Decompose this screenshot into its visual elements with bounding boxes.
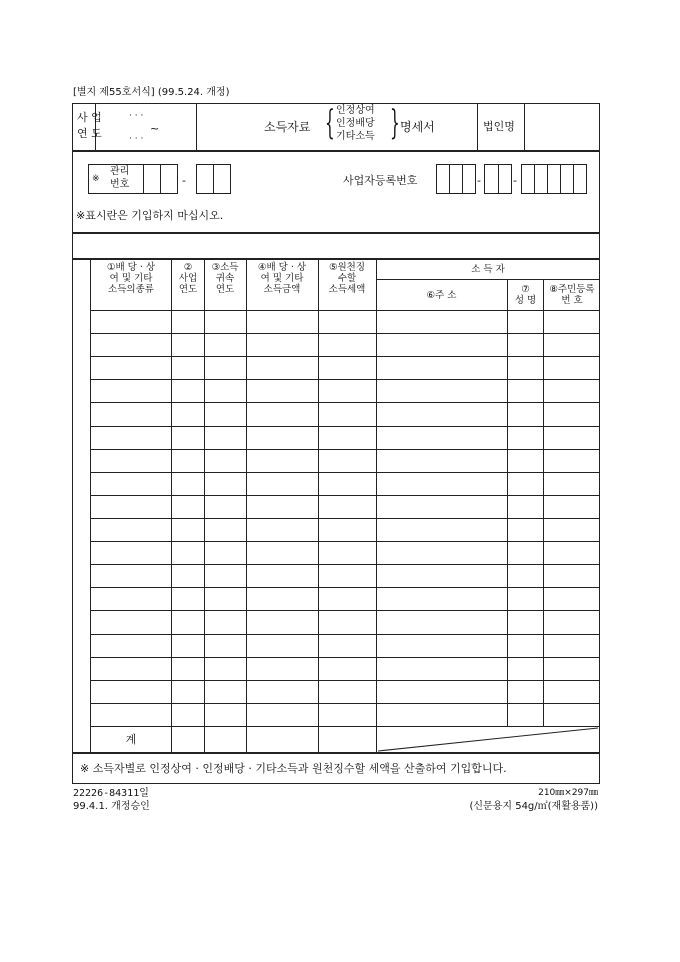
business-year-tilde: ~	[150, 122, 160, 135]
mgmt-cell[interactable]	[143, 164, 144, 194]
reg-cell	[498, 164, 499, 194]
col5-header-line: ⑤원천징	[328, 262, 366, 273]
table-row[interactable]	[91, 450, 599, 471]
table-row[interactable]	[91, 519, 599, 540]
table-row[interactable]	[91, 357, 599, 378]
form-header: [별지 제55호서식] (99.5.24. 개정)	[73, 87, 230, 98]
blank-band	[72, 233, 600, 259]
table-row[interactable]	[91, 658, 599, 679]
col3-header	[205, 262, 245, 295]
col8-header-line: 번 호	[561, 295, 583, 306]
col1-header-line: 소득의종류	[108, 284, 154, 295]
mgmt-mark: ※	[92, 174, 100, 184]
col6-header: ⑥주 소	[426, 290, 457, 301]
table-row[interactable]	[91, 565, 599, 586]
table-row[interactable]	[91, 311, 599, 332]
notice-fill: ※표시란은 기입하지 마십시오.	[76, 209, 224, 222]
divider	[524, 103, 525, 151]
reg-dash: -	[477, 174, 481, 187]
table-row[interactable]	[91, 380, 599, 401]
col1-header-line: ①배 당 · 상	[106, 262, 156, 273]
reg-cell	[462, 164, 463, 194]
divider	[196, 103, 197, 151]
income-earner-divider	[376, 279, 600, 280]
table-row[interactable]	[91, 334, 599, 355]
reg-no-part1[interactable]	[436, 164, 476, 194]
business-year-label: 연 도	[77, 127, 102, 140]
diagonal-line	[378, 728, 598, 751]
title-type: 인정배당	[336, 118, 375, 129]
col7-header-line: 성 명	[514, 295, 537, 306]
title-suffix: 명세서	[400, 120, 435, 134]
col5-header	[319, 262, 375, 295]
table-row[interactable]	[91, 427, 599, 448]
col8-header-line: ⑧주민등록	[549, 284, 595, 295]
col4-header-line: 소득금액	[263, 284, 301, 295]
table-row[interactable]	[91, 588, 599, 609]
col5-header-line: 수할	[337, 273, 357, 284]
col4-header-line: ④배 당 · 상	[257, 262, 307, 273]
col5-header-line: 소득세액	[328, 284, 366, 295]
col3-header-line: ③소득	[211, 262, 239, 273]
right-brace: }	[389, 103, 400, 143]
mgmt-cell[interactable]	[213, 164, 214, 194]
mgmt-no-box	[88, 164, 178, 194]
corp-name-label: 법인명	[483, 120, 515, 133]
table-row[interactable]	[91, 403, 599, 424]
paper-size: 210㎜×297㎜	[538, 788, 598, 798]
col7-header-line: ⑦	[521, 284, 530, 295]
table-row[interactable]	[91, 681, 599, 702]
approval-date: 99.4.1. 개정승인	[73, 801, 150, 812]
reg-dash: -	[513, 174, 517, 187]
mgmt-cell[interactable]	[160, 164, 161, 194]
col2-header-line: 연도	[178, 284, 198, 295]
divider	[477, 103, 478, 151]
table-row[interactable]	[91, 542, 599, 563]
title-prefix: 소득자료	[264, 120, 311, 134]
reg-cell	[547, 164, 548, 194]
title-type: 인정상여	[336, 105, 375, 116]
income-earner-header: 소 득 자	[471, 264, 505, 275]
business-year-end-input[interactable]: · · ·	[129, 134, 144, 144]
table-row[interactable]	[91, 704, 599, 725]
paper-type: (신문용지 54g/㎡(재활용품))	[469, 801, 598, 812]
mgmt-label: 번호	[110, 179, 130, 190]
col2-header-line: ②	[183, 262, 193, 273]
col1-header-line: 여 및 기타	[109, 273, 153, 284]
reg-cell	[534, 164, 535, 194]
col1-header	[91, 262, 171, 295]
business-reg-label: 사업자등록번호	[343, 174, 418, 187]
total-diagonal	[376, 726, 600, 753]
left-brace: {	[324, 103, 335, 143]
col3-header-line: 연도	[215, 284, 235, 295]
mgmt-label: 관리	[110, 166, 130, 177]
col4-header-line: 여 및 기타	[260, 273, 304, 284]
table-row[interactable]	[91, 611, 599, 632]
business-year-start-input[interactable]: · · ·	[129, 111, 144, 121]
reg-cell	[449, 164, 450, 194]
col2-header	[172, 262, 204, 295]
footer-notice: ※ 소득자별로 인정상여 · 인정배당 · 기타소득과 원천징수할 세액을 산출하여 기입합니다.	[80, 762, 507, 775]
col7-header	[508, 284, 543, 306]
business-year-label: 사 업	[77, 111, 102, 124]
form-code: 22226-84311일	[73, 788, 149, 799]
col4-header	[247, 262, 317, 295]
table-row[interactable]	[91, 496, 599, 517]
table-row[interactable]	[91, 473, 599, 494]
corp-name-input[interactable]	[526, 105, 598, 149]
reg-cell	[573, 164, 574, 194]
reg-cell	[560, 164, 561, 194]
total-label: 계	[125, 733, 137, 746]
table-row[interactable]	[91, 635, 599, 656]
col3-header-line: 귀속	[215, 273, 235, 284]
reg-no-part3[interactable]	[521, 164, 587, 194]
col8-header	[544, 284, 600, 306]
mgmt-dash: -	[182, 174, 186, 187]
title-type: 기타소득	[336, 131, 375, 142]
col2-header-line: 사업	[178, 273, 198, 284]
